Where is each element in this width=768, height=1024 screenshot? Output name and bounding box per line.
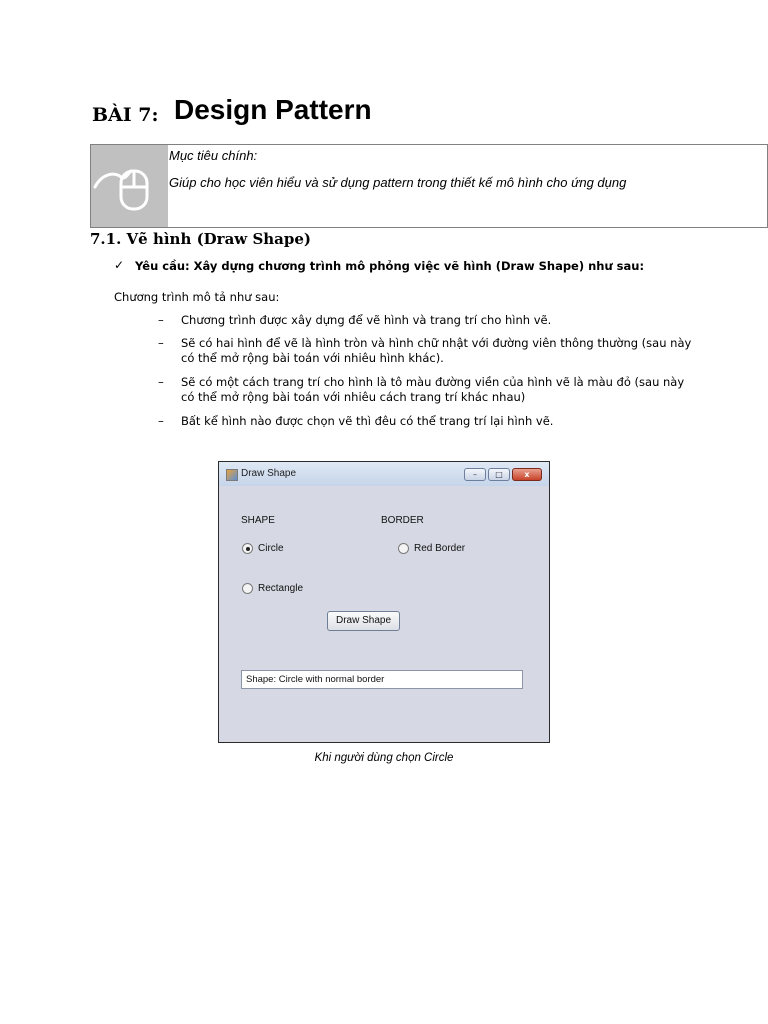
shape-group-label: SHAPE: [241, 515, 275, 526]
bullet-item: [181, 375, 701, 405]
draw-shape-window: [218, 461, 550, 743]
bullet-line: có thể mở rộng bài toán với nhiêu hình khác).: [181, 351, 444, 365]
border-group-label: BORDER: [381, 515, 424, 526]
lesson-number: BÀI 7:: [92, 104, 159, 126]
bullet-dash: –: [158, 414, 164, 428]
bullet-item: [181, 336, 701, 366]
bullet-item: [181, 313, 701, 328]
red-border-radio-label[interactable]: Red Border: [414, 543, 466, 554]
close-button[interactable]: x: [512, 468, 542, 481]
minimize-button[interactable]: –: [464, 468, 486, 481]
draw-shape-button[interactable]: Draw Shape: [327, 611, 400, 631]
lesson-title: Design Pattern: [174, 94, 372, 125]
bullet-line: Sẽ có hai hình để vẽ là hình tròn và hình chữ nhật với đường viên thông thường (sau này: [181, 336, 692, 350]
requirement-text: Yêu cầu: Xây dựng chương trình mô phỏng việc vẽ hình (Draw Shape) như sau:: [135, 259, 645, 273]
java-app-icon: [226, 469, 238, 481]
circle-radio-label[interactable]: Circle: [258, 543, 284, 554]
red-border-radio[interactable]: [398, 543, 409, 554]
window-content: [219, 486, 549, 742]
window-titlebar[interactable]: [219, 462, 549, 486]
bullet-item: [181, 414, 701, 429]
bullet-dash: –: [158, 336, 164, 350]
checkmark-icon: ✓: [114, 258, 125, 272]
bullet-dash: –: [158, 375, 164, 389]
bullet-line: Sẽ có một cách trang trí cho hình là tô màu đường viền của hình vẽ là màu đỏ (sau này: [181, 375, 685, 389]
rectangle-radio-label[interactable]: Rectangle: [258, 583, 304, 594]
description-intro: Chương trình mô tả như sau:: [114, 290, 280, 304]
maximize-button[interactable]: □: [488, 468, 510, 481]
section-heading: 7.1. Vẽ hình (Draw Shape): [90, 230, 312, 248]
window-title: Draw Shape: [241, 468, 297, 479]
mouse-icon: [91, 145, 168, 227]
objective-icon-cell: [91, 145, 168, 227]
figure-caption: Khi người dùng chọn Circle: [314, 752, 454, 764]
bullet-dash: –: [158, 313, 164, 327]
circle-radio[interactable]: [242, 543, 253, 554]
bullet-line: Bất kể hình nào được chọn vẽ thì đêu có thể trang trí lại hình vẽ.: [181, 414, 554, 428]
rectangle-radio[interactable]: [242, 583, 253, 594]
bullet-line: có thể mở rộng bài toán với nhiêu cách trang trí khác nhau): [181, 390, 526, 404]
bullet-line: Chương trình được xây dựng để vẽ hình và trang trí cho hình vẽ.: [181, 313, 552, 327]
objective-text: Giúp cho học viên hiểu và sử dụng pattern trong thiết kế mô hình cho ứng dụng: [169, 175, 627, 190]
objective-label: Mục tiêu chính:: [169, 148, 258, 163]
objective-box: [90, 144, 768, 228]
status-text-field[interactable]: Shape: Circle with normal border: [241, 670, 523, 689]
